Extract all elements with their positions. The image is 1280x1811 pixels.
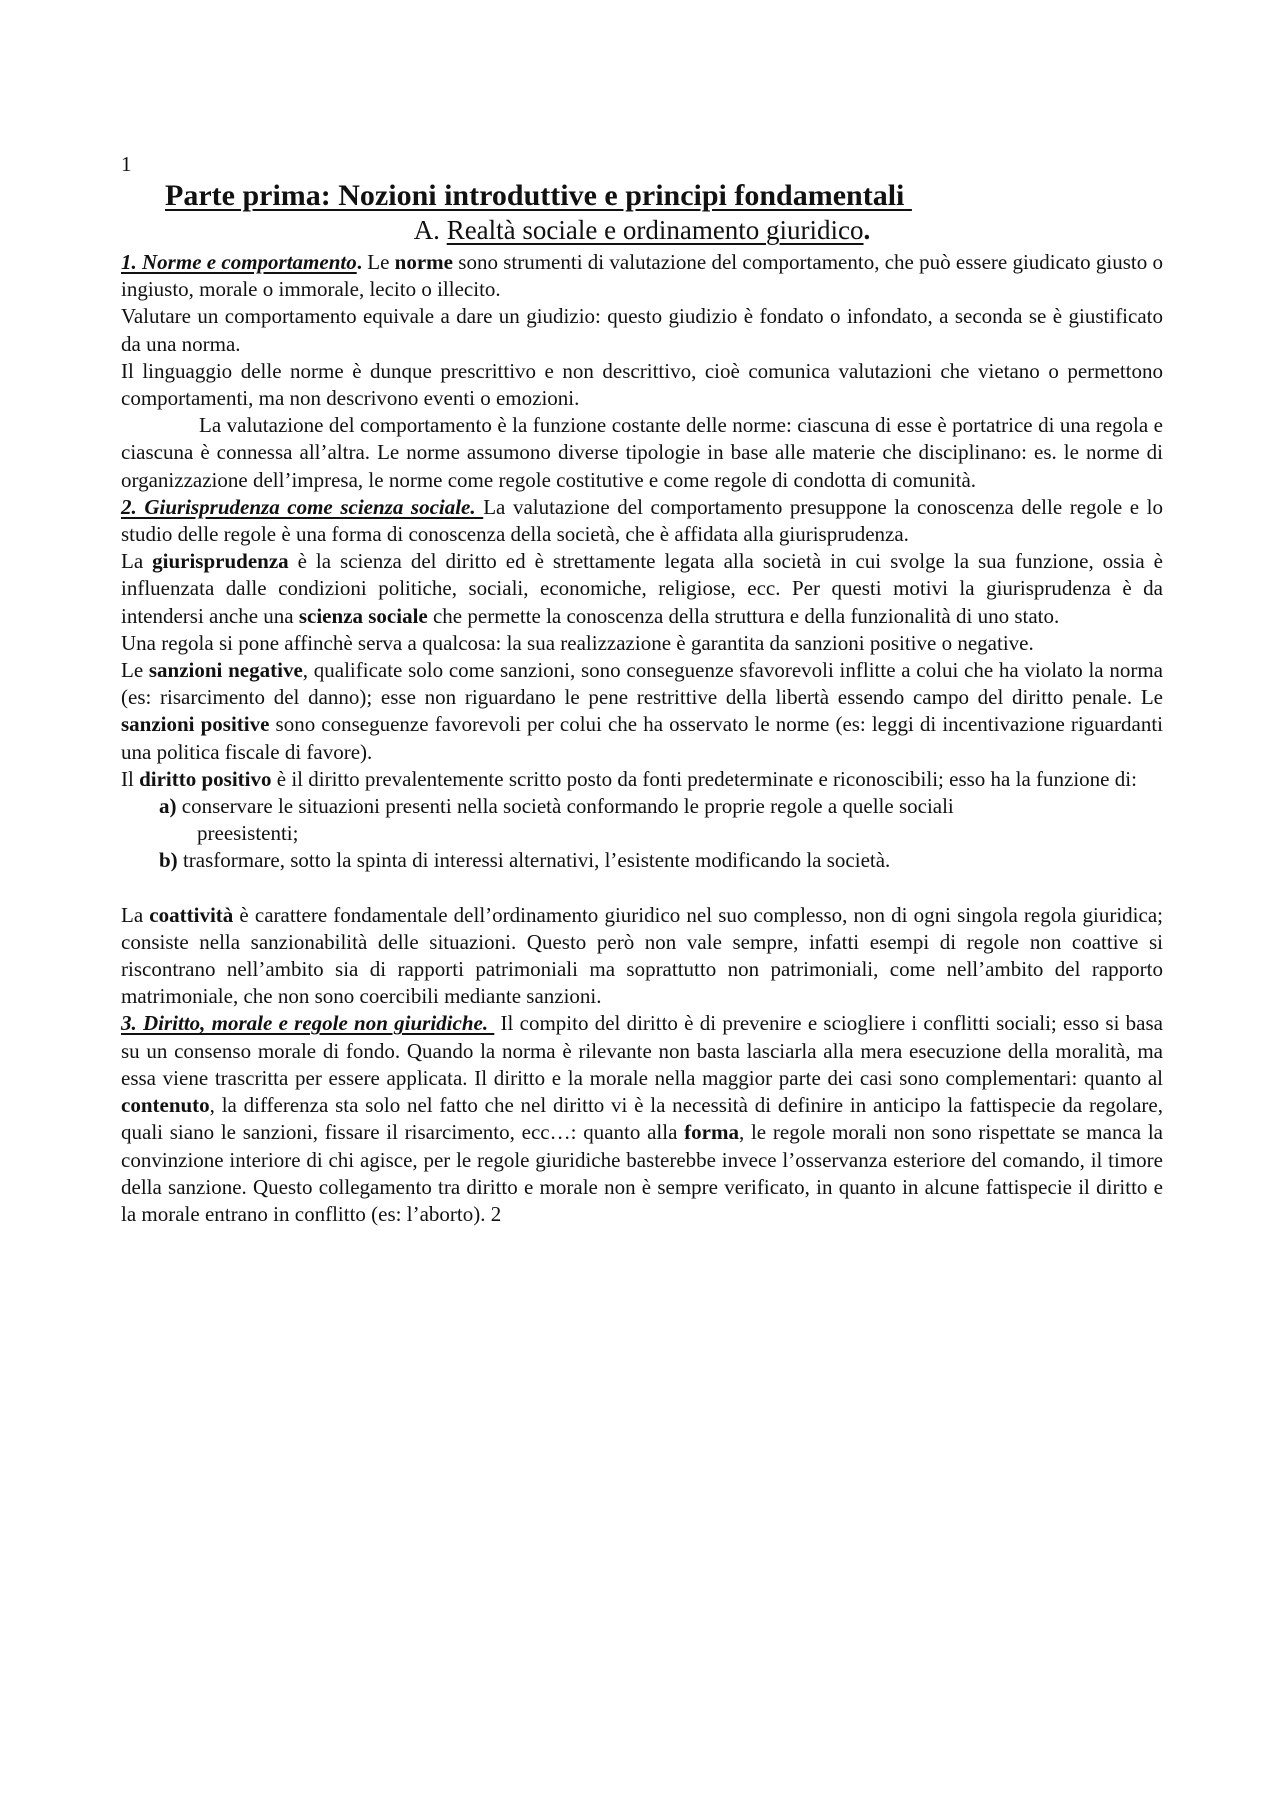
text-span: sono strumenti di valutazione del comportamento, che può essere giudicato giusto o ingiusto, morale o immorale, lecito o illecito.	[121, 250, 1163, 302]
text-span: La	[121, 549, 153, 574]
bold-term: sanzioni positive	[121, 712, 270, 737]
text-span: La	[121, 902, 150, 927]
bold-term: giurisprudenza	[152, 549, 289, 574]
heading-giurisprudenza: 2. Giurisprudenza come scienza sociale.	[121, 494, 484, 519]
paragraph-giurisprudenza	[121, 494, 1163, 548]
text-span: preesistenti;	[197, 821, 299, 846]
text-span: Le	[121, 658, 149, 683]
spacer	[121, 875, 1163, 902]
text-span: è la scienza del diritto ed è strettamente legata alla società in cui svolge la sua funzione, ossia è influenzata dalle condizioni politiche, sociali, economiche, religiose, ecc. Per questi motivi la giurisprudenza è da intendersi anche una	[121, 549, 1163, 628]
bold-term: coattività	[149, 902, 234, 927]
paragraph: Una regola si pone affinchè serva a qualcosa: la sua realizzazione è garantita da sanzioni positive o negative.	[121, 630, 1034, 655]
section-title-text: Realtà sociale e ordinamento giuridico	[446, 215, 864, 245]
paragraph	[121, 657, 1163, 766]
paragraph	[121, 766, 1163, 793]
text-span: La valutazione del comportamento presuppone la conoscenza delle regole e lo studio delle regole è una forma di conoscenza della società, che è affidata alla giurisprudenza.	[121, 494, 1164, 547]
paragraph: La valutazione del comportamento è la funzione costante delle norme: ciascuna di esse è portatrice di una regola e ciascuna è connessa all’altra. Le norme assumono diverse tipologie in base alle materie che disciplinano: es. le norme di organizzazione dell’impresa, le norme come regole costitutive e come regole di condotta di comunità.	[121, 413, 1163, 492]
text-span: è carattere fondamentale dell’ordinamento giuridico nel suo complesso, non di ogni singola regola giuridica; consiste nella sanzionabilità delle situazioni. Questo però non vale sempre, infatti esempi di regole non coattive si riscontrano nell’ambito sia di rapporti patrimoniali ma soprattutto non patrimoniali, come nell’ambito del rapporto matrimoniale, che non sono coercibili mediante sanzioni.	[121, 902, 1163, 1009]
text-span: , qualificate solo come sanzioni, sono conseguenze sfavorevoli inflitte a colui che ha violato la norma (es: risarcimento del danno); esse non riguardano le pene restrittive della libertà essendo campo del diritto penale. Le	[121, 658, 1164, 710]
text-span: Le	[361, 250, 395, 274]
list-item	[159, 847, 1163, 874]
main-title: Parte prima: Nozioni introduttive e principi fondamentali	[165, 179, 912, 212]
bold-term: sanzioni negative	[148, 658, 303, 683]
text-span: Il	[121, 766, 140, 791]
heading-dot: .	[356, 250, 362, 274]
section-title-dot: .	[863, 215, 871, 245]
list-item	[159, 793, 1163, 847]
text-span: trasformare, sotto la spinta di interessi alternativi, l’esistente modificando la società.	[177, 848, 891, 873]
section-letter: A.	[413, 215, 447, 245]
bold-term: scienza sociale	[298, 603, 428, 628]
bold-term: forma	[684, 1120, 739, 1145]
paragraph: Valutare un comportamento equivale a dare un giudizio: questo giudizio è fondato o infondato, a seconda se è giustificato da una norma.	[121, 304, 1163, 356]
bold-term: contenuto	[121, 1093, 210, 1118]
list-marker: b)	[159, 848, 178, 873]
text-span: è il diritto prevalentemente scritto posto da fonti predeterminate e riconoscibili; esso ha la funzione di:	[271, 766, 1137, 791]
list-marker: a)	[159, 794, 177, 819]
paragraph: Il linguaggio delle norme è dunque prescrittivo e non descrittivo, cioè comunica valutazioni che vietano o permettono comportamenti, ma non descrivono eventi o emozioni.	[121, 358, 1163, 411]
function-list	[121, 793, 1163, 875]
paragraph	[121, 548, 1163, 630]
text-span: sono conseguenze favorevoli per colui che ha osservato le norme (es: leggi di incentivazione riguardanti una politica fiscale di favore).	[121, 712, 1163, 764]
bold-term: diritto positivo	[139, 766, 272, 791]
bold-term: norme	[394, 250, 453, 274]
text-span: conservare le situazioni presenti nella società conformando le proprie regole a quelle sociali	[176, 794, 954, 819]
document-page	[121, 150, 1163, 1228]
text-span: che permette la conoscenza della struttura e della funzionalità di uno stato.	[427, 603, 1060, 628]
text-span: , la differenza sta solo nel fatto che nel diritto vi è la necessità di definire in anticipo la fattispecie da regolare, quali siano le sanzioni, fissare il risarcimento, ecc…: quanto alla	[121, 1093, 1163, 1145]
paragraph-diritto-morale	[121, 1010, 1163, 1228]
paragraph	[121, 902, 1163, 1011]
heading-norme-comportamento: 1. Norme e comportamento	[121, 250, 357, 274]
text-span: Il compito del diritto è di prevenire e sciogliere i conflitti sociali; esso si basa su un consenso morale di fondo. Quando la norma è rilevante non basta lasciarla alla mera esecuzione della moralità, ma essa viene trascritta per essere applicata. Il diritto e la morale nella maggior parte dei casi sono complementari: quanto al	[121, 1011, 1163, 1090]
page-number: 1	[121, 152, 132, 176]
text-span: , le regole morali non sono rispettate se manca la convinzione interiore di chi agisce, per le regole giuridiche basterebbe invece l’osservanza esteriore del comando, il timore della sanzione. Questo collegamento tra diritto e morale non è sempre verificato, in quanto in alcune fattispecie il diritto e la morale entrano in conflitto (es: l’aborto). 2	[121, 1120, 1163, 1226]
heading-diritto-morale: 3. Diritto, morale e regole non giuridiche.	[121, 1011, 495, 1036]
section-title	[121, 214, 1163, 247]
paragraph-norme	[121, 249, 1163, 303]
